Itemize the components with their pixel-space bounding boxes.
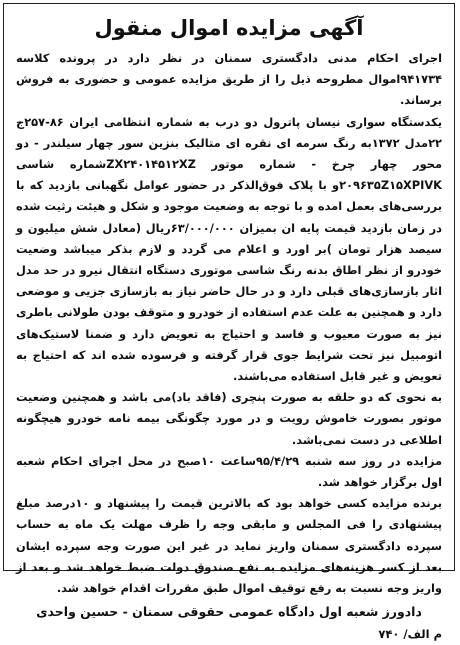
notice-title: آگهی مزایده اموال منقول (94, 16, 364, 40)
notice-paragraph-winner-terms: برنده مزایده کسی خواهد بود که بالاترین قیمت را پیشنهاد و ۱۰درصد مبلغ پیشنهادی را فی المجلس و مابقی وجه را ظرف مهلت یک ماه به حساب سپرده دادگستری سمنان واریز نماید در غیر این صورت وجه سپرده ایشان بعد از کسر هزینه‌های مزایده به نفع صندوق دولت ضبط خواهد شد و بعد از واریز وجه نسبت به رفع توقیف اموال طبق مقررات اقدام خواهد شد. (16, 496, 442, 596)
notice-paragraph-tires-engine: به نحوی که دو حلقه به صورت پنچری (فاقد باد)می باشد و همچنین وضعیت موتور بصورت خاموش رویت و در مورد چگونگی بیمه نامه خودرو هیچگونه اطلاعی در دست نمی‌باشد. (16, 390, 442, 447)
notice-body (4, 48, 454, 599)
notice-signature: دادورز شعبه اول دادگاه عمومی حقوقی سمنان - حسین واحدی (36, 604, 422, 620)
notice-paragraph-vehicle-description: یکدستگاه سواری نیسان پاترول دو درب به شماره انتظامی ایران ۸۶-۲۵۷ج ۲۲مدل ۱۳۷۲به رنگ سرمه ای نقره ای متالیک بنزین سور چهار سیلندر - دو محور چهار چرخ - شماره موتور ZX۲۴۰۱۴۵۱۲XZشماره شاسی ۲۰۹۶۳۵Z۱۵XPIVKو با پلاک فوق‌الذکر در حضور عوامل نگهبانی بازدید که با بررسی‌های بعمل امده و با توجه به وضعیت موجود و شکل و هیئت رثیت شده در زمان بازدید قیمت پایه ان بمیزان ۶۳/۰۰۰/۰۰۰ریال (معادل شش میلیون و سیصد هزار تومان )بر اورد و اعلام می گردد و لازم بذکر میباشد وضعیت خودرو از نظر اطاق بدنه رنگ شاسی موتوری دستگاه انتقال نیرو در حد مدل اثار بازسازی‌های قبلی دارد و در حال حاضر نیاز به بازسازی جزیی و موضعی دارد و همچنین به علت عدم استفاده از خودرو و متوقف بودن طولانی باطری نیز به صورت معیوب و فاسد و احتیاج به تعویض دارد و ضمنا لاستیک‌های اتومبیل نیز تحت شرایط جوی قرار گرفته و فرسوده شده اند که احتیاج به تعویض و غیر قابل استفاده می‌باشند. (16, 114, 442, 384)
notice-frame (3, 3, 455, 642)
notice-paragraph-intro: اجرای احکام مدنی دادگستری سمنان در نظر دارد در پرونده کلاسه ۹۴۱۷۳۴اموال مطروحه ذیل را از طریق مزایده عمومی و حضوری به فروش برساند. (16, 51, 442, 108)
notice-paragraph-auction-date: مزایده در روز سه شنبه ۹۵/۴/۲۹ساعت ۱۰صبح در محل اجرای احکام شعبه اول برگزار خواهد شد. (16, 453, 442, 490)
notice-reference-number: م الف/ ۷۴۰ (378, 627, 442, 642)
